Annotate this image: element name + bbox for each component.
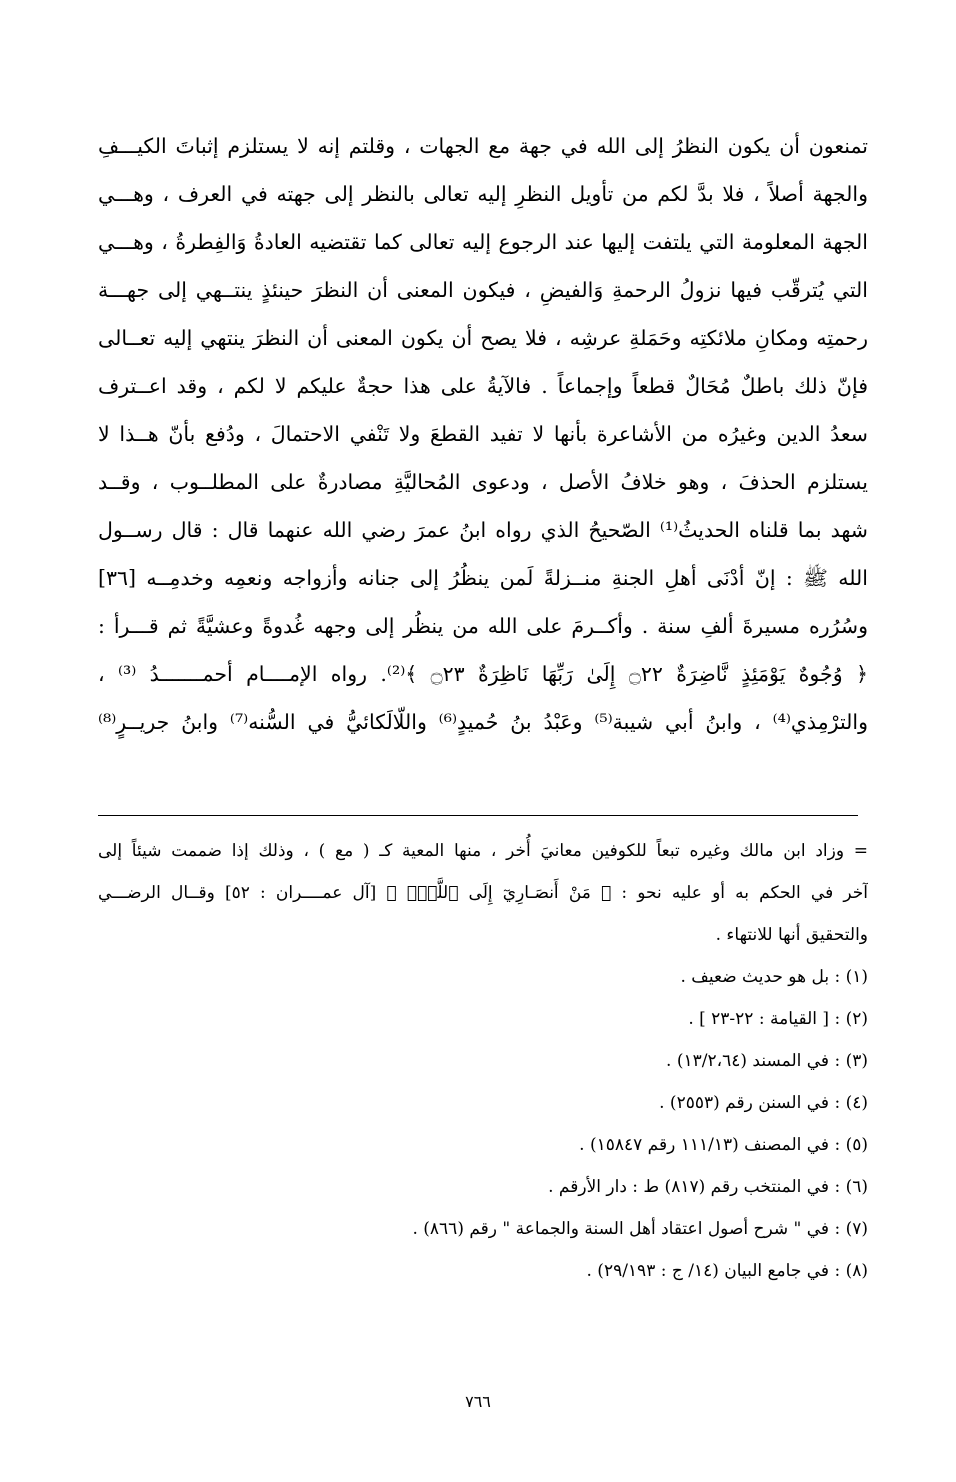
main-text xyxy=(98,122,868,746)
text-line: فإنّ ذلك باطلٌ مُحَالٌ قطعاً وإجماعاً . فالآيةُ على هذا حجةٌ عليكم لا لكم ، وقد اعــترف xyxy=(98,374,868,398)
footnote-8: (٨) : في جامع البيان (١٤/ ج : ٢٩/١٩٣) . xyxy=(586,1261,868,1281)
footnote-2: (٢) : [ القيامة : ٢٢-٢٣ ] . xyxy=(688,1009,868,1029)
footnote-6: (٦) : في المنتخب رقم (٨١٧) ط : دار الأرقم . xyxy=(548,1177,868,1197)
text-line: رحمتِه ومكانِ ملائكتِه وحَمَلةِ عرشِه ، فلا يصح أن يكون المعنى أن النظرَ ينتهي إليه تعــالى xyxy=(98,326,868,350)
text-line: شهد بما قلناه الحديثُ⁽¹⁾ الصّحيحُ الذي رواه ابنُ عمرَ رضي الله عنهما قال : قال رســول xyxy=(98,518,868,542)
text-line: والترْمِذي⁽⁴⁾ ، وابنُ أبي شيبة⁽⁵⁾ وعَبْدُ بنُ حُميدٍ⁽⁶⁾ واللّالَكائيُّ في السُّنه⁽⁷⁾ وابنُ جريــرٍ⁽⁸⁾ xyxy=(98,710,868,734)
footnote-1: (١) : بل هو حديث ضعيف . xyxy=(680,967,868,987)
text-line: الجهة المعلومة التي يلتفت إليها عند الرجوع إليه تعالى كما تقتضيه العادةُ وَالفِطرةُ ، وهـــي xyxy=(98,230,868,254)
footnote-continuation: والتحقيق أنها للانتهاء . xyxy=(715,925,868,945)
text-line-quran-verse: ﴿ وُجُوهٌ يَوْمَئِذٍ نَّاضِرَةٌ ۝٢٢ إِلَىٰ رَبِّهَا نَاظِرَةٌ ۝٢٣ ﴾⁽²⁾. رواه الإمــــام أحمـــــــدُ ⁽³⁾ ، xyxy=(98,662,868,686)
footnote-separator xyxy=(98,815,858,816)
text-line: والجهة أصلاً ، فلا بدَّ لكم من تأويل النظرِ إليه تعالى بالنظر إلى جهته في العرف ، وهـــي xyxy=(98,182,868,206)
footnote-continuation: آخر في الحكم به أو عليه نحو : ﴿ مَنْ أَنصَـارِيٓ إِلَى ٱللَّهِۖ ﴾ [آل عمــــران : ٥٢] وقــال الرضـــي xyxy=(98,883,868,903)
footnote-4: (٤) : في السنن رقم (٢٥٥٣) . xyxy=(659,1093,868,1113)
footnote-continuation: = وزاد ابن مالك وغيره تبعاً للكوفين معانيَ أُخر ، منها المعية كـ ( مع ) ، وذلك إذا ضممت شيئاً إلى xyxy=(98,841,868,861)
text-line: يستلزم الحذفَ ، وهو خلافُ الأصل ، ودعوى المُحاليَّةِ مصادرةٌ على المطلــوب ، وقــد xyxy=(98,470,868,494)
text-line: تمنعون أن يكون النظرُ إلى الله في جهة مع الجهات ، وقلتم إنه لا يستلزم إثباتَ الكيـــفِ xyxy=(98,134,868,158)
footnote-3: (٣) : في المسند (١٣/٢،٦٤) . xyxy=(666,1051,868,1071)
footnotes xyxy=(98,830,868,1292)
text-line: سعدُ الدين وغيرُه من الأشاعرة بأنها لا تفيد القطعَ ولا تَنْفي الاحتمالَ ، ودُفع بأنّ هــذا لا xyxy=(98,422,868,446)
text-line: التي يُترقّب فيها نزولُ الرحمةِ وَالفيضِ ، فيكون المعنى أن النظرَ حينئذٍ ينتــهي إلى جهـــة xyxy=(98,278,868,302)
text-line: الله ﷺ : إنّ أدْنَى أهلِ الجنةِ منــزلةً لَمن ينظُرُ إلى جنانه وأزواجه ونعمِه وخدمِــه [٣٦] xyxy=(98,566,868,590)
text-line: وسُرُره مسيرةَ ألفِ سنة . وأكــرمَ على الله من ينظُر إلى وجهه غُدوةً وعشيَّةً ثم قـــرأ : xyxy=(98,614,868,638)
footnote-5: (٥) : في المصنف (١١١/١٣ رقم ١٥٨٤٧) . xyxy=(579,1135,868,1155)
footnote-7: (٧) : في " شرح أصول اعتقاد أهل السنة والجماعة " رقم (٨٦٦) . xyxy=(412,1219,868,1239)
page-number: ٧٦٦ xyxy=(465,1392,491,1411)
